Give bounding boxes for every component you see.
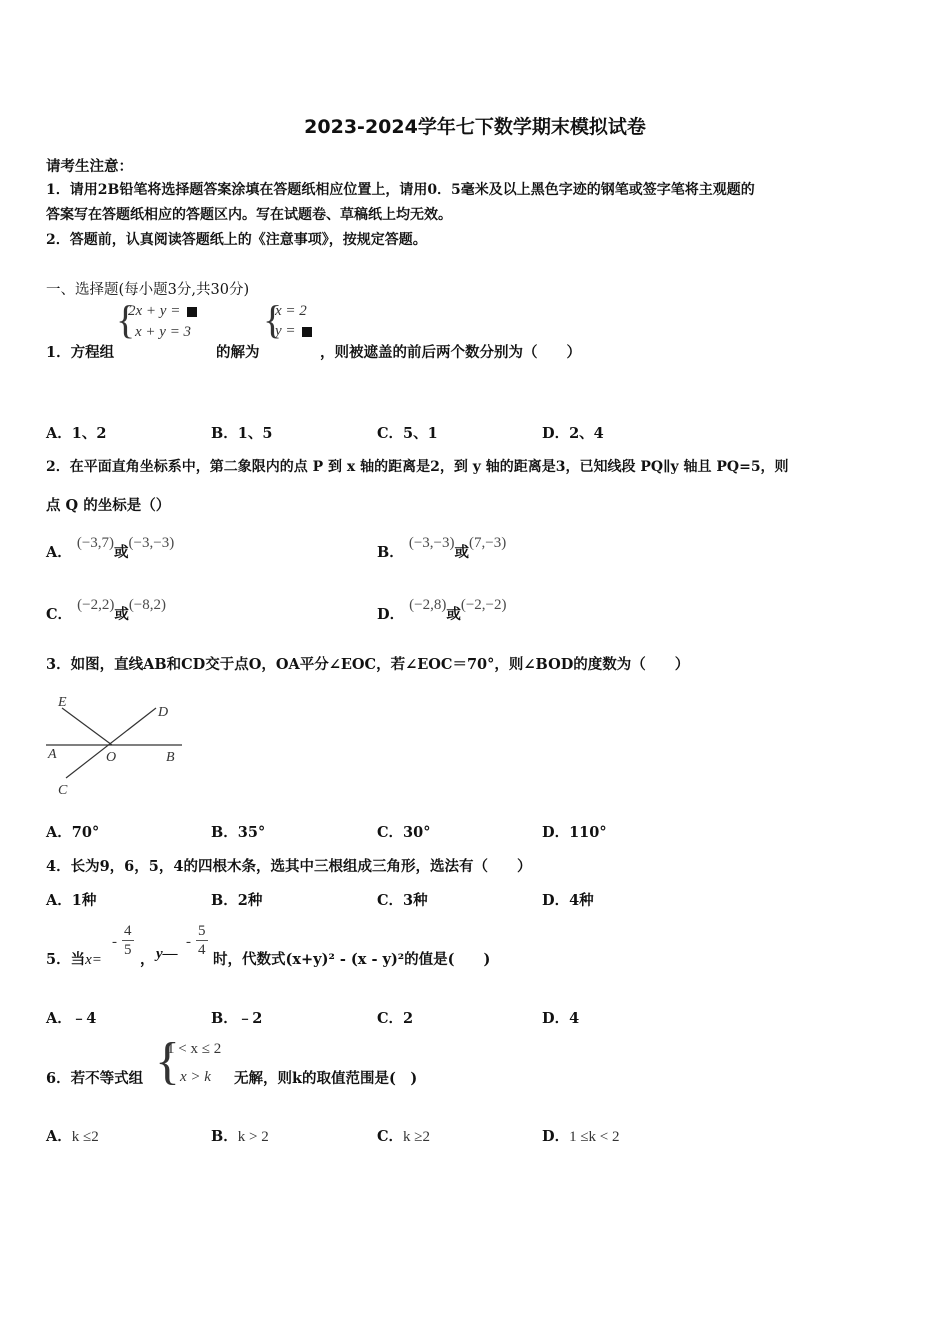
section-heading: 一、选择题(每小题3分,共30分) xyxy=(46,282,250,298)
q2-option-b[interactable]: B． (−3,−3)或(7,−3) xyxy=(377,535,507,561)
notice-line-2: 2．答题前，认真阅读答题纸上的《注意事项》，按规定答题。 xyxy=(46,232,427,248)
label-d: D xyxy=(158,705,169,720)
q5-fraction-2: $\frac{5}{4}$ xyxy=(198,923,206,958)
label-e: E xyxy=(58,695,67,710)
q2-option-d[interactable]: D． (−2,8)或(−2,−2) xyxy=(377,597,507,623)
q1-mid: 的解为 xyxy=(216,344,260,361)
q6-system-line1: 1 < x ≤ 2 xyxy=(167,1041,222,1057)
covered-square-icon xyxy=(302,327,312,337)
q5-option-d[interactable]: D．4 xyxy=(542,1010,580,1027)
notice-line-1a: 1．请用2B铅笔将选择题答案涂填在答题纸相应位置上，请用0．5毫米及以上黑色字迹的钢笔或签字笔将主观题的 xyxy=(46,182,755,198)
q5-y-eq: y— xyxy=(156,946,178,962)
q6-option-d[interactable]: D．1 ≤k < 2 xyxy=(542,1128,620,1145)
q5-option-a[interactable]: A．﹣4 xyxy=(46,1010,97,1027)
q3-option-c[interactable]: C．30° xyxy=(377,824,431,841)
q1-system2-brace: { xyxy=(263,297,283,342)
q1-system1-line1: 2x + y = xyxy=(128,303,197,320)
q1-option-d[interactable]: D．2、4 xyxy=(542,425,604,442)
covered-square-icon xyxy=(187,307,197,317)
label-o: O xyxy=(106,750,117,765)
label-a: A xyxy=(48,747,57,762)
q1-option-c[interactable]: C．5、1 xyxy=(377,425,438,442)
q1-system2-line2: y = xyxy=(275,323,312,340)
q5-prefix: 5．当x= xyxy=(46,951,102,968)
q6-option-b[interactable]: B．k > 2 xyxy=(211,1128,269,1145)
q2-line1: 2．在平面直角坐标系中，第二象限内的点 P 到 x 轴的距离是2，到 y 轴的距离是3，已知线段 PQ∥y 轴且 PQ=5，则 xyxy=(46,459,789,475)
page-title: 2023-2024学年七下数学期末模拟试卷 xyxy=(304,116,646,138)
q2-option-a[interactable]: A． (−3,7)或(−3,−3) xyxy=(46,535,175,561)
label-c: C xyxy=(58,783,68,798)
notice-line-1b: 答案写在答题纸相应的答题区内。写在试题卷、草稿纸上均无效。 xyxy=(46,207,452,223)
q3-text: 3．如图，直线AB和CD交于点O，OA平分∠EOC，若∠EOC＝70°，则∠BOD的度数为（ ） xyxy=(46,656,690,673)
q1-suffix: ，则被遮盖的前后两个数分别为（ ） xyxy=(320,344,581,361)
q4-option-d[interactable]: D．4种 xyxy=(542,892,594,909)
q5-fraction-1: $\frac{4}{5}$ xyxy=(124,923,132,958)
q1-system2-line1: x = 2 xyxy=(275,303,307,319)
q3-option-a[interactable]: A．70° xyxy=(46,824,100,841)
q5-minus-2: - xyxy=(186,934,191,950)
q3-option-d[interactable]: D．110° xyxy=(542,824,607,841)
q6-option-c[interactable]: C．k ≥2 xyxy=(377,1128,431,1145)
q6-system-line2: x > k xyxy=(180,1069,211,1085)
q2-option-c[interactable]: C． (−2,2)或(−8,2) xyxy=(46,597,167,623)
notice-heading: 请考生注意： xyxy=(46,158,133,175)
q4-option-b[interactable]: B．2种 xyxy=(211,892,263,909)
q1-system1-brace: { xyxy=(116,297,136,342)
q1-system1-line2: x + y = 3 xyxy=(135,324,192,340)
q5-comma: ， xyxy=(140,951,155,968)
q6-prefix: 6．若不等式组 xyxy=(46,1070,144,1087)
ray-oe xyxy=(62,708,112,745)
q5-suffix: 时，代数式(x+y)² - (x - y)²的值是( ) xyxy=(213,951,491,968)
q4-option-a[interactable]: A．1种 xyxy=(46,892,97,909)
line-cd xyxy=(66,708,156,778)
q5-option-c[interactable]: C．2 xyxy=(377,1010,414,1027)
q5-minus-1: - xyxy=(112,934,117,950)
q6-system-brace: { xyxy=(155,1033,180,1090)
q6-suffix: 无解，则k的取值范围是( ) xyxy=(234,1070,418,1087)
q3-option-b[interactable]: B．35° xyxy=(211,824,266,841)
q1-prefix: 1．方程组 xyxy=(46,344,115,361)
q1-option-a[interactable]: A．1、2 xyxy=(46,425,107,442)
q2-line2: 点 Q 的坐标是（） xyxy=(46,497,171,514)
q1-option-b[interactable]: B．1、5 xyxy=(211,425,273,442)
q4-option-c[interactable]: C．3种 xyxy=(377,892,428,909)
q4-text: 4．长为9，6，5，4的四根木条，选其中三根组成三角形，选法有（ ） xyxy=(46,858,532,875)
q3-figure xyxy=(44,690,194,802)
q5-option-b[interactable]: B．﹣2 xyxy=(211,1010,263,1027)
q6-option-a[interactable]: A．k ≤2 xyxy=(46,1128,99,1145)
label-b: B xyxy=(166,750,175,765)
